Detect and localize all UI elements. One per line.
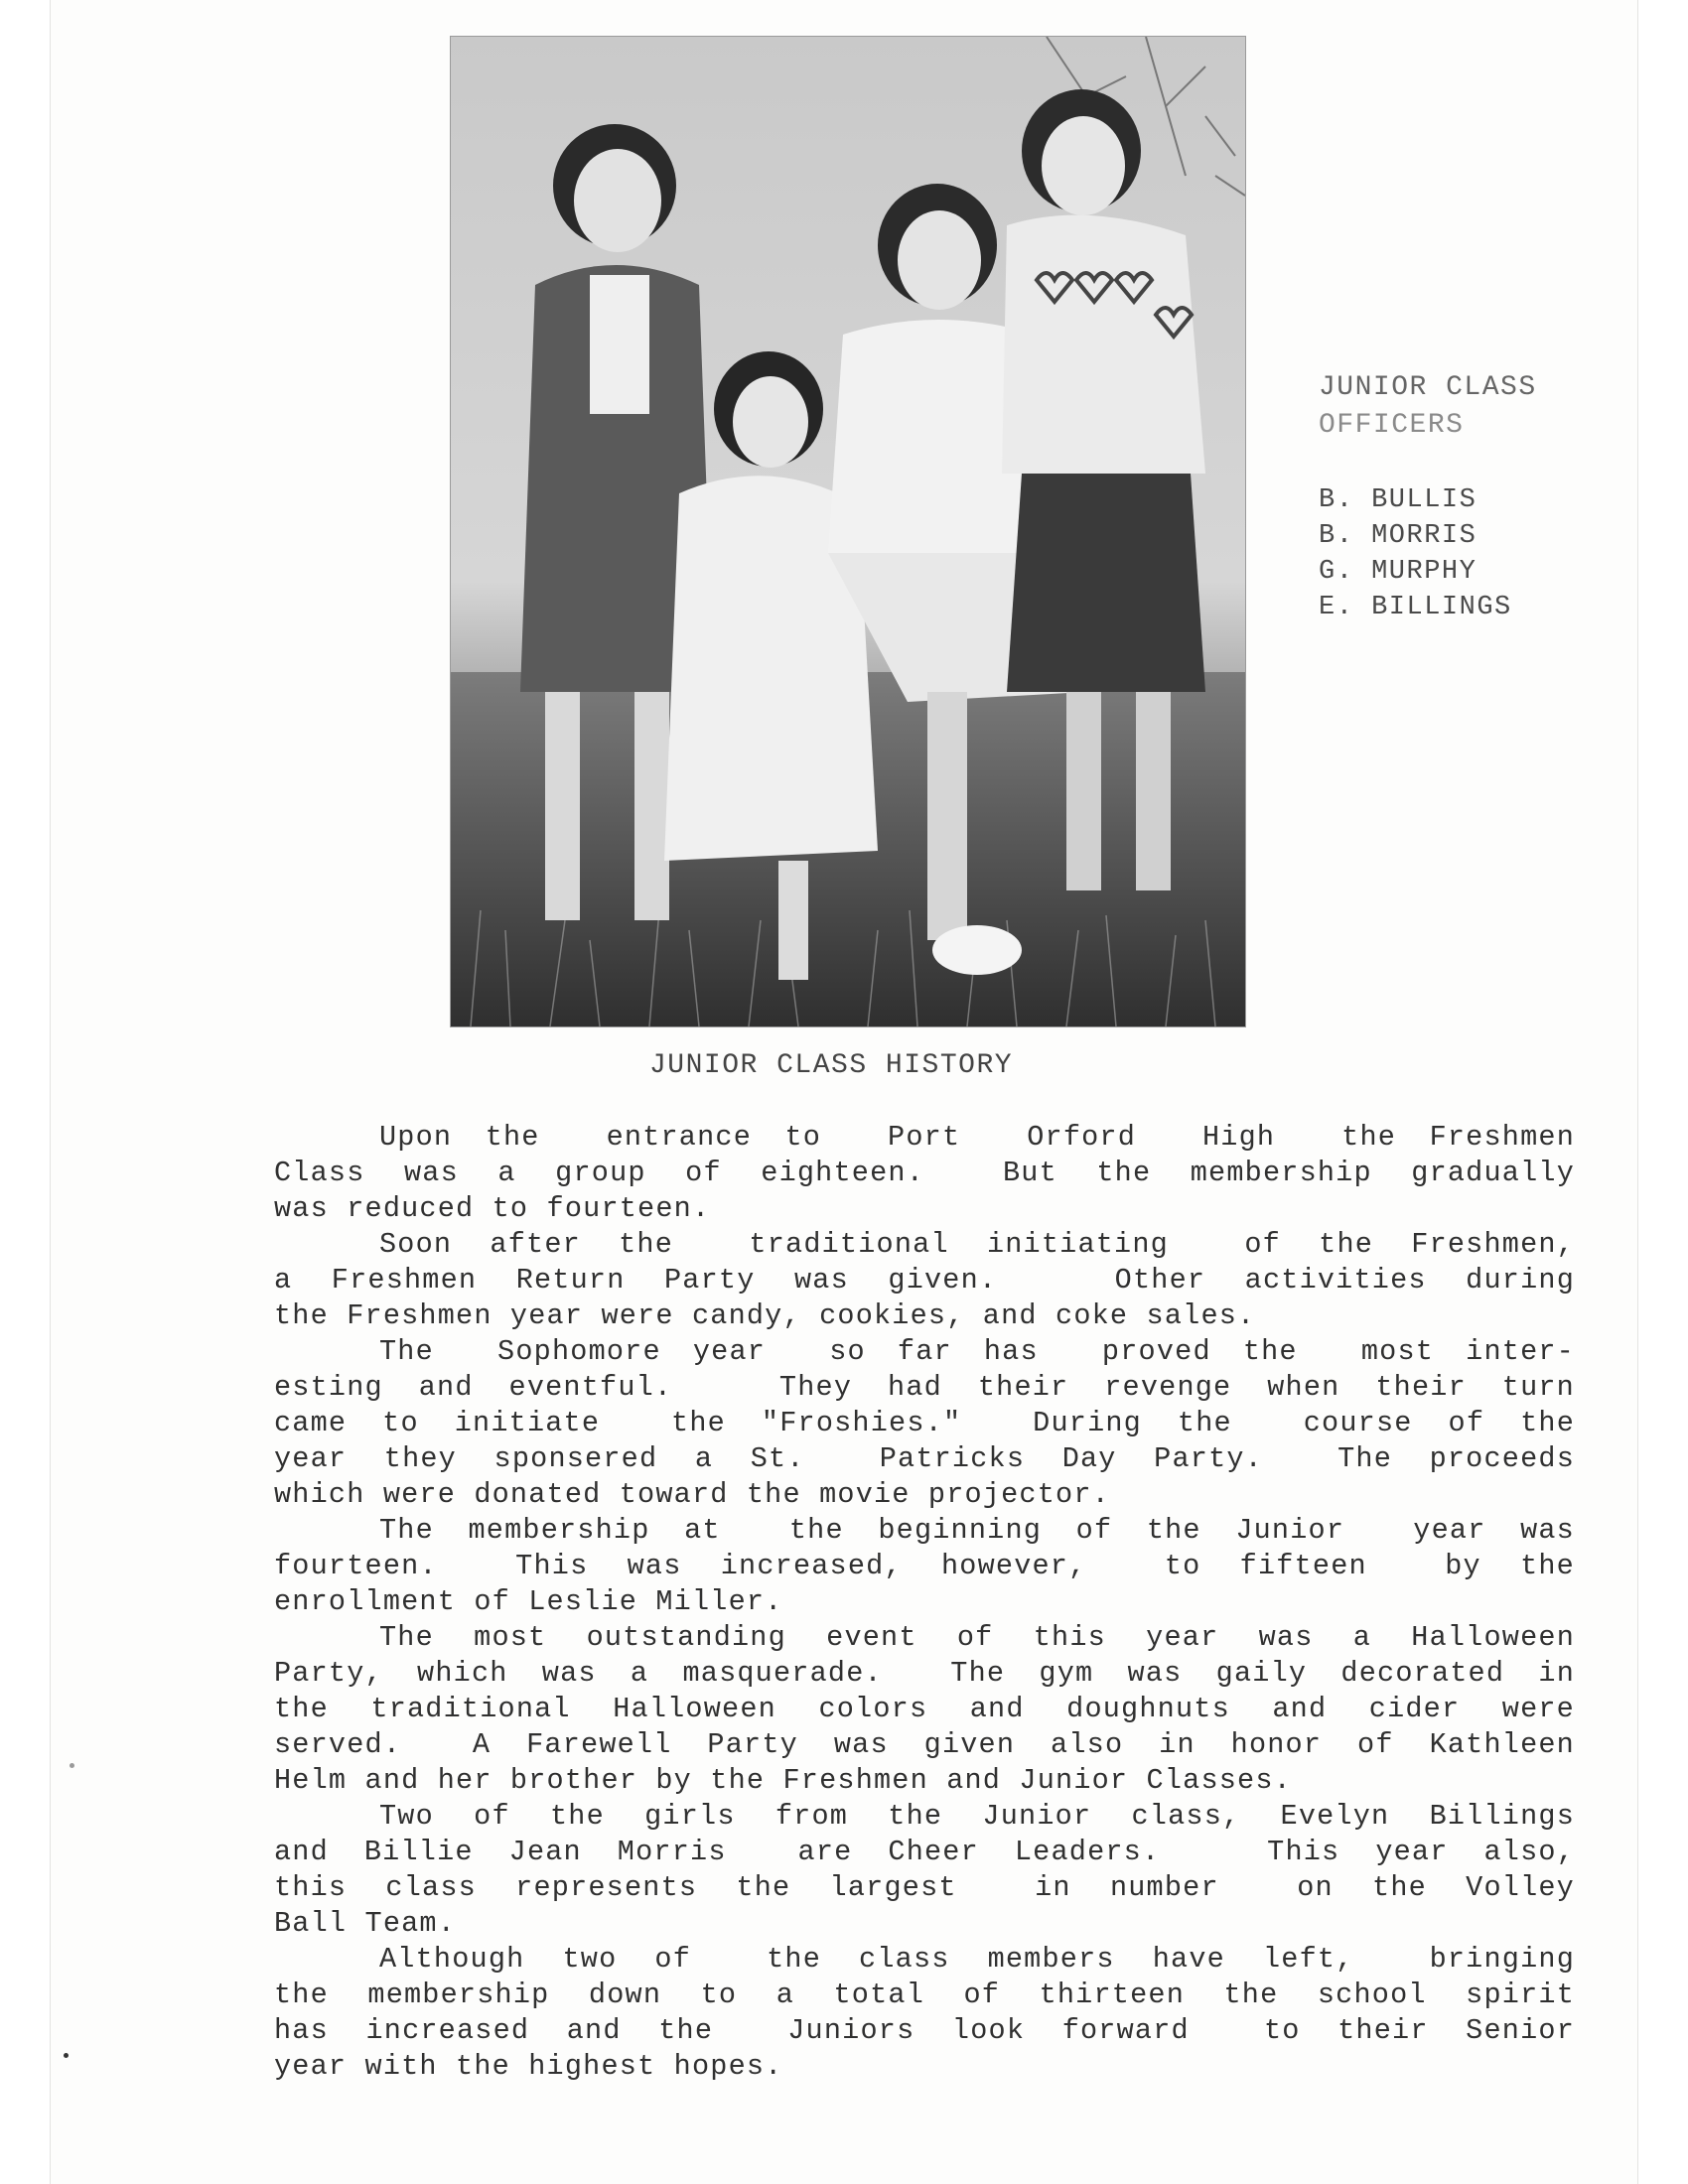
officers-title-line2: OFFICERS <box>1319 410 1465 441</box>
history-line: Party, which was a masquerade. The gym was gaily decorated in <box>274 1657 1575 1690</box>
history-line: esting and eventful. They had their revenge when their turn <box>274 1371 1575 1404</box>
history-line: fourteen. This was increased, however, to fifteen by the <box>274 1550 1575 1582</box>
paper-speck <box>70 1763 74 1768</box>
history-body <box>274 1120 1575 2085</box>
history-line: Although two of the class members have left, bringing <box>379 1943 1575 1976</box>
history-line: Upon the entrance to Port Orford High the Freshmen <box>379 1121 1575 1154</box>
history-line: which were donated toward the movie projector. <box>274 1478 1110 1511</box>
history-line: Class was a group of eighteen. But the membership gradually <box>274 1157 1575 1189</box>
history-line: served. A Farewell Party was given also in honor of Kathleen <box>274 1728 1575 1761</box>
officer-name: E. BILLINGS <box>1319 593 1512 622</box>
photo-image <box>451 37 1245 1026</box>
group-photo <box>450 36 1246 1027</box>
history-line: and Billie Jean Morris are Cheer Leaders. This year also, <box>274 1836 1575 1868</box>
officers-sidebar <box>1319 369 1617 625</box>
history-line: Helm and her brother by the Freshmen and Junior Classes. <box>274 1764 1292 1797</box>
history-line: came to initiate the "Froshies." During the course of the <box>274 1407 1575 1439</box>
officer-name: G. MURPHY <box>1319 557 1477 587</box>
history-line: year with the highest hopes. <box>274 2050 783 2083</box>
history-line: Soon after the traditional initiating of the Freshmen, <box>379 1228 1575 1261</box>
officer-list <box>1319 482 1617 625</box>
history-line: The membership at the beginning of the Junior year was <box>379 1514 1575 1547</box>
paper-speck <box>64 2053 69 2058</box>
history-line: The most outstanding event of this year was a Halloween <box>379 1621 1575 1654</box>
history-line: Ball Team. <box>274 1907 457 1940</box>
history-line: Two of the girls from the Junior class, Evelyn Billings <box>379 1800 1575 1833</box>
history-line: was reduced to fourteen. <box>274 1192 711 1225</box>
history-line: has increased and the Juniors look forward to their Senior <box>274 2014 1575 2047</box>
history-line: the Freshmen year were candy, cookies, and coke sales. <box>274 1299 1256 1332</box>
history-line: the traditional Halloween colors and doughnuts and cider were <box>274 1693 1575 1725</box>
history-line: this class represents the largest in number on the Volley <box>274 1871 1575 1904</box>
officer-name: B. BULLIS <box>1319 485 1477 515</box>
history-line: enrollment of Leslie Miller. <box>274 1585 783 1618</box>
yearbook-page <box>50 0 1638 2184</box>
officers-title-line1: JUNIOR CLASS <box>1319 372 1537 403</box>
history-title: JUNIOR CLASS HISTORY <box>649 1050 1014 1081</box>
history-line: The Sophomore year so far has proved the most inter- <box>379 1335 1575 1368</box>
history-line: year they sponsered a St. Patricks Day Party. The proceeds <box>274 1442 1575 1475</box>
history-line: a Freshmen Return Party was given. Other activities during <box>274 1264 1575 1297</box>
history-line: the membership down to a total of thirteen the school spirit <box>274 1979 1575 2011</box>
officer-name: B. MORRIS <box>1319 521 1477 551</box>
